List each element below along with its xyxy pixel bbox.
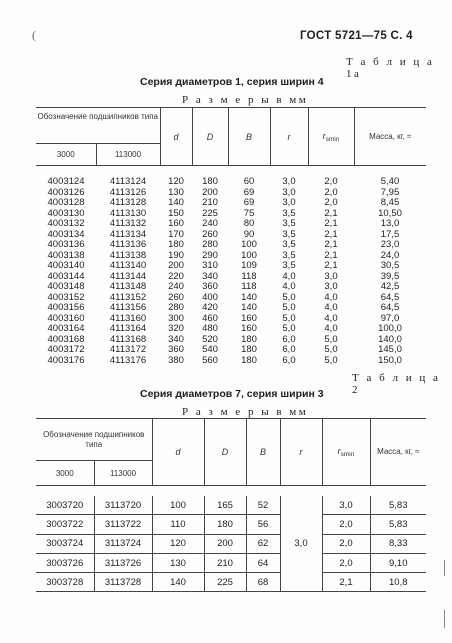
- table1-header-rsmin: $r_{smin}$: [308, 108, 354, 166]
- table-row: 4003176 4113176 380 560 180 6,0 5,0 150,0: [47, 354, 402, 366]
- table1-header-mass: Масса, кг, ≈: [369, 131, 412, 141]
- table1-header-d: d: [160, 108, 192, 166]
- table2-header-type-a: 3000: [36, 461, 94, 486]
- table-row: 4003138 4113138 190 290 100 3,5 2,1 24,0: [47, 249, 400, 261]
- table1-header-designation: Обозначение подшипников типа: [36, 108, 160, 144]
- table1-header-D: D: [192, 108, 228, 166]
- table-row: 4003124 4113124 120 180 60 3,0 2,0 5,40: [47, 176, 400, 187]
- table-row: 4003156 4113156 280 420 140 5,0 4,0 64,5: [47, 302, 400, 313]
- table-row: 3003728 3113728 140 225 68 2,1 10,8: [36, 573, 426, 592]
- corner-mark: (: [32, 28, 36, 42]
- table-row: 4003132 4113132 160 240 80 3,5 2,1 13,0: [47, 218, 400, 229]
- table-row: 4003134 4113134 170 260 90 3,5 2,1 17,5: [47, 228, 400, 240]
- table2-header-B: B: [246, 419, 280, 486]
- table-row: 4003144 4113144 220 340 118 4,0 3,0 39,5: [47, 270, 400, 282]
- table2-header-D: D: [204, 419, 246, 486]
- table-row: 4003172 4113172 360 540 180 6,0 5,0 145,0: [47, 344, 402, 355]
- table1-units: Р а з м е р ы в мм: [182, 94, 309, 106]
- scan-mark: [444, 610, 445, 628]
- table1-header-type-b: 113000: [96, 144, 160, 166]
- table1-header-type-a: 3000: [36, 144, 96, 166]
- table2-title: Серия диаметров 7, серия ширин 3: [140, 388, 324, 400]
- table-row: 3003722 3113722 110 180 56 2,0 5,83: [36, 515, 426, 534]
- table1-label: Т а б л и ц а 1а: [346, 56, 435, 80]
- table-row: 4003168 4113168 340 520 180 6,0 5,0 140,0: [47, 333, 402, 345]
- table2-units: Р а з м е р ы в мм: [182, 406, 309, 418]
- table2-header-type-b: 113000: [94, 461, 152, 486]
- table-row: 4003152 4113152 260 400 140 5,0 4,0 64,5: [47, 291, 400, 303]
- table-row: 3003720 3113720 100 165 52 3,0 3,0 5,83: [36, 496, 426, 515]
- table2-header-mass: Масса, кг, ≈: [377, 447, 420, 456]
- table-row: 4003128 4113128 140 210 69 3,0 2,0 8,45: [47, 197, 400, 208]
- page-header: ГОСТ 5721—75 С. 4: [300, 30, 413, 42]
- table2-header-rsmin: $r_{smin}$: [322, 419, 370, 486]
- scan-mark: [444, 560, 445, 576]
- table-row: 4003160 4113160 300 460 160 5,0 4,0 97,0: [47, 312, 400, 324]
- table1: [36, 107, 426, 366]
- table2: [36, 418, 426, 592]
- table-row: 4003148 4113148 240 360 118 4,0 3,0 42,5: [47, 281, 400, 292]
- table-row: 3003724 3113724 120 200 62 2,0 8,33: [36, 534, 426, 553]
- table2-header-designation: Обозначение подшипников типа: [36, 419, 152, 461]
- table2-label: Т а б л и ц а 2: [352, 372, 441, 396]
- table1-header-B: B: [228, 108, 270, 166]
- table-row: 3003726 3113726 130 210 64 2,0 9,10: [36, 553, 426, 572]
- table-row: 4003136 4113136 180 280 100 3,5 2,1 23,0: [47, 239, 400, 250]
- table1-header-r: r: [270, 108, 308, 166]
- table-row: 4003140 4113140 200 310 109 3,5 2,1 30,5: [47, 260, 400, 271]
- table-row: 4003130 4113130 150 225 75 3,5 2,1 10,50: [47, 207, 402, 219]
- table2-header-r: r: [280, 419, 322, 486]
- table2-r-common: 3,0: [280, 496, 322, 592]
- table1-title: Серия диаметров 1, серия ширин 4: [140, 76, 324, 88]
- table-row: 4003126 4113126 130 200 69 3,0 2,0 7,95: [47, 186, 400, 198]
- table2-header-d: d: [152, 419, 204, 486]
- table-row: 4003164 4113164 320 480 160 5,0 4,0 100,0: [47, 323, 402, 334]
